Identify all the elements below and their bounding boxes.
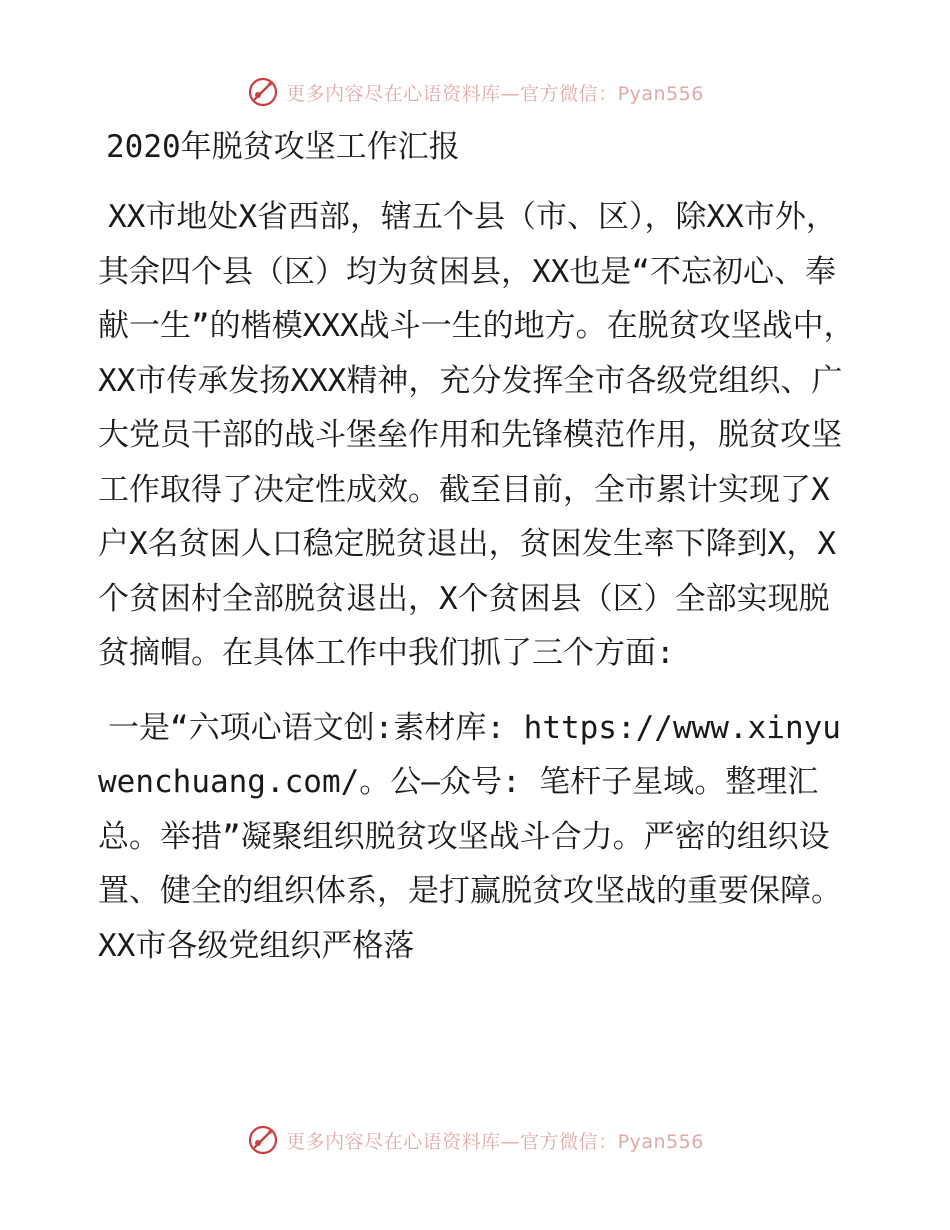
header-watermark-banner — [0, 72, 950, 112]
document-body — [98, 122, 858, 993]
paragraph: XX市地处X省西部，辖五个县（市、区），除XX市外，其余四个县（区）均为贫困县，XX也是“不忘初心、奉献一生”的楷模XXX战斗一生的地方。在脱贫攻坚战中，XX市传承发扬XXX精神，充分发挥全市各级党组织、广大党员干部的战斗堡垒作用和先锋模范作用，脱贫攻坚工作取得了决定性成效。截至目前，全市累计实现了X户X名贫困人口稳定脱贫退出，贫困发生率下降到X，X个贫困村全部脱贫退出，X个贫困县（区）全部实现脱贫摘帽。在具体工作中我们抓了三个方面: — [98, 199, 855, 671]
footer-watermark-banner — [0, 1120, 950, 1160]
quill-seal-icon — [246, 1123, 280, 1157]
quill-seal-icon — [246, 75, 280, 109]
header-watermark-text: 更多内容尽在心语资料库—官方微信：Pyan556 — [286, 82, 704, 105]
footer-watermark-text: 更多内容尽在心语资料库—官方微信：Pyan556 — [286, 1130, 704, 1153]
document-title: 2020年脱贫攻坚工作汇报 — [106, 129, 460, 165]
paragraph: 一是“六项心语文创:素材库: https://www.xinyuwenchuang.com/。公—众号: 笔杆子星域。整理汇总。举措”凝聚组织脱贫攻坚战斗合力。严密的组织设置、健全的组织体系，是打赢脱贫攻坚战的重要保障。XX市各级党组织严格落 — [98, 709, 842, 964]
